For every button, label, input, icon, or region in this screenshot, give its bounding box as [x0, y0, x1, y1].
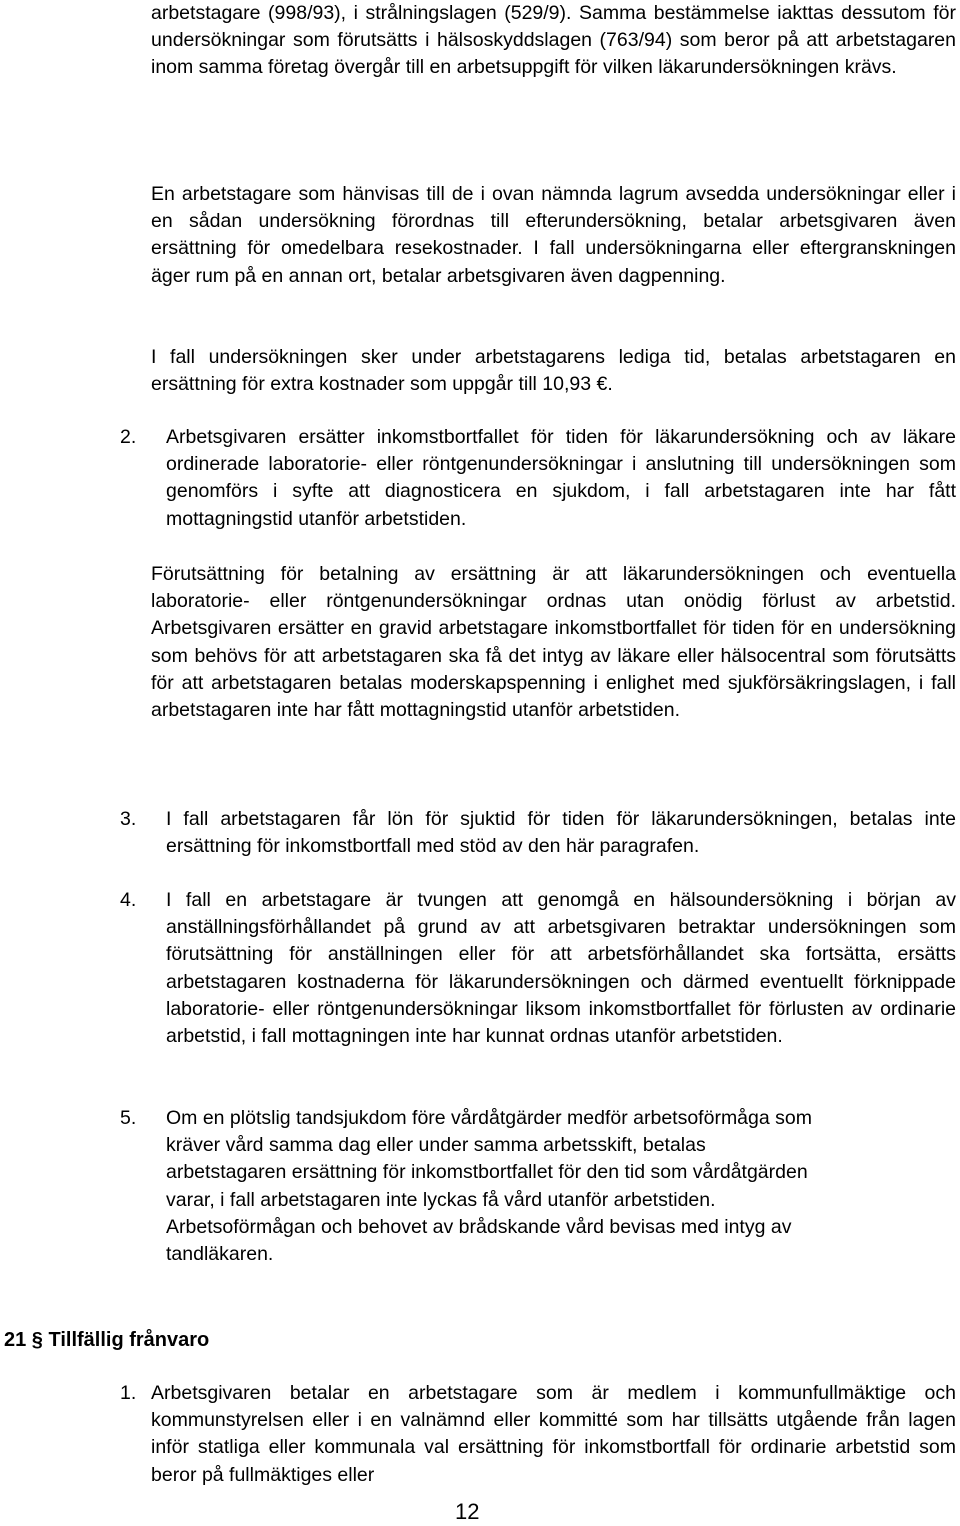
- paragraph-free-time-compensation: I fall undersökningen sker under arbetstagarens lediga tid, betalas arbetstagaren en ersättning för extra kostnader som uppgår till 10,93 €.: [151, 346, 956, 396]
- list-item-number: 4.: [120, 889, 137, 911]
- paragraph-condition: Förutsättning för betalning av ersättning är att läkarundersökningen och eventuella laboratorie- eller röntgenundersökningar ordnas utan onödig förlust av arbetstid. Arbetsgivaren ersätter en gravid arbetstagare inkomstbortfallet för tiden för en undersökning som behövs för att arbetstagaren ska få det intyg av läkare eller hälsocentral som förutsätts för att arbetstagaren betalas moderskapspenning i enlighet med sjukförsäkringslagen, i fall arbetstagaren inte har fått mottagningstid utanför arbetstiden.: [151, 563, 956, 722]
- paragraph-travel-costs: En arbetstagare som hänvisas till de i ovan nämnda lagrum avsedda undersökningar eller i en sådan undersökning förordnas till efterundersökning, betalar arbetsgivaren även ersättning för omedelbara resekostnader. I fall undersökningarna eller eftergranskningen äger rum på en annan ort, betalar arbetsgivaren även dagpenning.: [151, 183, 956, 287]
- list-item-text: [166, 1105, 956, 1268]
- text-line: Arbetsoförmågan och behovet av brådskande vård bevisas med intyg av: [166, 1215, 792, 1238]
- list-item-text: Arbetsgivaren betalar en arbetstagare som är medlem i kommunfullmäktige och kommunstyrelsen eller i en valnämnd eller kommitté som har tillsätts utgående från lagen inför statliga eller kommunala val ersättning för inkomstbortfall för ordinarie arbetstid som beror på fullmäktiges eller: [151, 1382, 956, 1486]
- page-number: 12: [455, 1499, 480, 1524]
- section-heading: 21 § Tillfällig frånvaro: [4, 1329, 210, 1351]
- list-item-text: I fall arbetstagaren får lön för sjuktid för tiden för läkarundersökningen, betalas inte ersättning för inkomstbortfall med stöd av den här paragrafen.: [166, 808, 956, 858]
- text-line: Om en plötslig tandsjukdom före vårdåtgärder medför arbetsoförmåga som: [166, 1107, 812, 1129]
- list-item-number: 1.: [120, 1382, 137, 1404]
- paragraph-intro: arbetstagare (998/93), i strålningslagen (529/9). Samma bestämmelse iakttas dessutom för undersökningar som förutsätts i hälsoskyddslagen (763/94) som beror på att arbetstagaren inom samma företag övergår till en arbetsuppgift för vilken läkarundersökningen krävs.: [151, 2, 956, 79]
- list-item-number: 2.: [120, 426, 137, 448]
- text-line: varar, i fall arbetstagaren inte lyckas få vård utanför arbetstiden.: [166, 1188, 716, 1211]
- text-line: arbetstagaren ersättning för inkomstbortfallet för den tid som vårdåtgärden: [166, 1161, 808, 1184]
- text-line: kräver vård samma dag eller under samma arbetsskift, betalas: [166, 1134, 706, 1157]
- text-line: tandläkaren.: [166, 1243, 274, 1266]
- list-item-text: I fall en arbetstagare är tvungen att genomgå en hälsoundersökning i början av anställningsförhållandet på grund av att arbetsgivaren betraktar undersökningen som förutsättning för anställningen eller för att arbetsförhållandet ska fortsätta, ersätts arbetstagaren kostnaderna för läkarundersökningen och därmed eventuellt förknippade laboratorie- eller röntgenundersökningar liksom inkomstbortfallet för förlusten av ordinarie arbetstid, i fall mottagningen inte har kunnat ordnas utanför arbetstiden.: [166, 889, 956, 1048]
- list-item-text: Arbetsgivaren ersätter inkomstbortfallet för tiden för läkarundersökning och av läkare ordinerade laboratorie- eller röntgenundersökningar i anslutning till undersökningen som genomförs i syfte att diagnosticera en sjukdom, i fall arbetstagaren inte har fått mottagningstid utanför arbetstiden.: [166, 426, 956, 530]
- list-item-number: 5.: [120, 1107, 137, 1129]
- list-item-number: 3.: [120, 808, 137, 830]
